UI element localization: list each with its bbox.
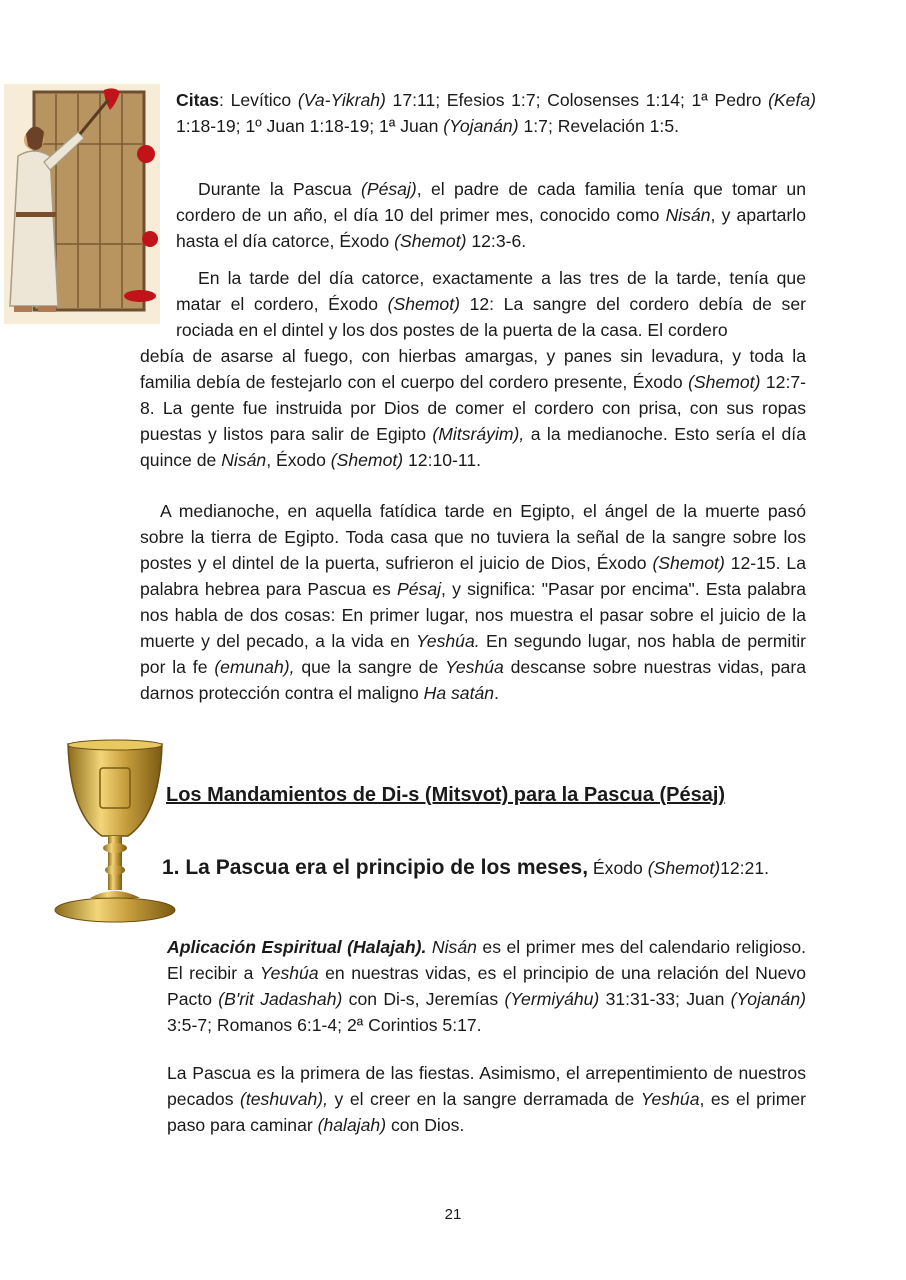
midnight-paragraph: A medianoche, en aquella fatídica tarde en Egipto, el ángel de la muerte pasó sobre la tierra de Egipto. Toda casa que no tuviera la señal de la sangre sobre los postes y el dintel de la puerta, sufrieron el juicio de Dios, Éxodo (Shemot) 12-15. La palabra hebrea para Pascua es Pésaj, y significa: "Pasar por encima". Esta palabra nos habla de dos cosas: En primer lugar, nos muestra el pasar sobre el juicio de la muerte y del pecado, a la vida en Yeshúa. En segundo lugar, nos habla de permitir por la fe (emunah), que la sangre de Yeshúa descanse sobre nuestras vidas, para darnos protección contra el maligno Ha satán. bbox=[140, 501, 806, 703]
golden-cup-illustration bbox=[50, 738, 180, 928]
section-heading: Los Mandamientos de Di-s (Mitsvot) para la Pascua (Pésaj) bbox=[166, 784, 726, 806]
first-feast-paragraph: La Pascua es la primera de las fiestas. Asimismo, el arrepentimiento de nuestros pecados (teshuvah), y el creer en la sangre derramada de Yeshúa, es el primer paso para caminar (halajah) con Dios. bbox=[167, 1063, 807, 1135]
citations-paragraph: Citas: Levítico (Va-Yikrah) 17:11; Efesios 1:7; Colosenses 1:14; 1ª Pedro (Kefa) 1:18-19; 1º Juan 1:18-19; 1ª Juan (Yojanán) 1:7; Revelación 1:5. bbox=[176, 90, 816, 136]
spiritual-application-paragraph: Aplicación Espiritual (Halajah). Nisán es el primer mes del calendario religioso. El recibir a Yeshúa en nuestras vidas, es el principio de una relación del Nuevo Pacto (B'rit Jadashah) con Di-s, Jeremías (Yermiyáhu) 31:31-33; Juan (Yojanán) 3:5-7; Romanos 6:1-4; 2ª Corintios 5:17. bbox=[167, 937, 806, 1035]
lamb-sacrifice-paragraph-cont: debía de asarse al fuego, con hierbas amargas, y panes sin levadura, y toda la familia debía de festejarlo con el cuerpo del cordero presente, Éxodo (Shemot) 12:7-8. La gente fue instruida por Dios de comer el cordero con prisa, con sus ropas puestas y listos para salir de Egipto (Mitsráyim), a la medianoche. Esto sería el día quince de Nisán, Éxodo (Shemot) 12:10-11. bbox=[140, 346, 806, 470]
citations-label: Citas bbox=[176, 90, 220, 110]
passover-lamb-paragraph: Durante la Pascua (Pésaj), el padre de cada familia tenía que tomar un cordero de un año, el día 10 del primer mes, conocido como Nisán, y apartarlo hasta el día catorce, Éxodo (Shemot) 12:3-6. bbox=[176, 179, 806, 251]
lamb-sacrifice-paragraph-start: En la tarde del día catorce, exactamente a las tres de la tarde, tenía que matar el cordero, Éxodo (Shemot) 12: La sangre del cordero debía de ser rociada en el dintel y los dos postes de la puerta de la casa. El cordero bbox=[176, 268, 806, 340]
page-number: 21 bbox=[444, 1206, 462, 1223]
passover-door-illustration bbox=[4, 84, 160, 324]
commandment-item-1: 1. La Pascua era el principio de los meses, Éxodo (Shemot)12:21. bbox=[162, 856, 769, 879]
